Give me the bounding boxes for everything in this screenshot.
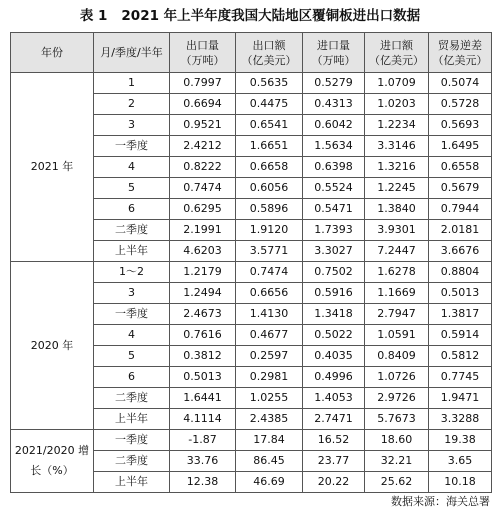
- cell-trade-deficit: 19.38: [429, 430, 492, 451]
- cell-export-value: 0.6056: [236, 178, 303, 199]
- cell-import-volume: 0.6042: [303, 115, 365, 136]
- cell-export-volume: 1.6441: [170, 388, 236, 409]
- cell-trade-deficit: 0.5693: [429, 115, 492, 136]
- cell-export-volume: 0.7997: [170, 73, 236, 94]
- cell-trade-deficit: 10.18: [429, 472, 492, 493]
- cell-import-value: 1.6278: [365, 262, 429, 283]
- cell-import-volume: 0.4313: [303, 94, 365, 115]
- cell-export-value: 0.7474: [236, 262, 303, 283]
- cell-import-volume: 16.52: [303, 430, 365, 451]
- cell-export-value: 0.2981: [236, 367, 303, 388]
- cell-export-value: 46.69: [236, 472, 303, 493]
- year-section-label: 2021 年: [11, 73, 94, 262]
- cell-export-volume: 0.9521: [170, 115, 236, 136]
- cell-import-value: 3.9301: [365, 220, 429, 241]
- cell-import-value: 5.7673: [365, 409, 429, 430]
- cell-import-value: 2.9726: [365, 388, 429, 409]
- cell-export-volume: 0.8222: [170, 157, 236, 178]
- cell-import-volume: 0.5916: [303, 283, 365, 304]
- cell-period: 5: [94, 178, 170, 199]
- cell-export-volume: 1.2494: [170, 283, 236, 304]
- cell-import-volume: 0.4996: [303, 367, 365, 388]
- cell-export-value: 0.2597: [236, 346, 303, 367]
- cell-import-volume: 1.4053: [303, 388, 365, 409]
- cell-import-value: 1.3840: [365, 199, 429, 220]
- cell-import-volume: 0.5022: [303, 325, 365, 346]
- cell-export-volume: 33.76: [170, 451, 236, 472]
- cell-import-value: 1.0203: [365, 94, 429, 115]
- cell-import-value: 1.0726: [365, 367, 429, 388]
- cell-period: 一季度: [94, 304, 170, 325]
- cell-export-value: 86.45: [236, 451, 303, 472]
- cell-import-value: 1.0709: [365, 73, 429, 94]
- cell-trade-deficit: 0.5914: [429, 325, 492, 346]
- cell-export-value: 0.6541: [236, 115, 303, 136]
- cell-export-value: 0.5896: [236, 199, 303, 220]
- cell-export-volume: 0.7616: [170, 325, 236, 346]
- cell-period: 6: [94, 367, 170, 388]
- cell-export-volume: 0.3812: [170, 346, 236, 367]
- cell-trade-deficit: 1.6495: [429, 136, 492, 157]
- cell-export-value: 1.6651: [236, 136, 303, 157]
- cell-import-value: 1.2234: [365, 115, 429, 136]
- year-section-label: 2020 年: [11, 262, 94, 430]
- cell-export-volume: 4.1114: [170, 409, 236, 430]
- header-period: 月/季度/半年: [94, 33, 170, 73]
- cell-import-volume: 0.5279: [303, 73, 365, 94]
- cell-export-volume: 0.6694: [170, 94, 236, 115]
- cell-export-value: 0.6658: [236, 157, 303, 178]
- year-section-label: 2021/2020 增长（%）: [11, 430, 94, 493]
- cell-period: 上半年: [94, 241, 170, 262]
- trade-data-table: [10, 32, 492, 493]
- cell-import-volume: 2.7471: [303, 409, 365, 430]
- cell-export-volume: 0.6295: [170, 199, 236, 220]
- cell-export-value: 1.4130: [236, 304, 303, 325]
- table-title: [0, 6, 500, 26]
- cell-export-volume: 0.7474: [170, 178, 236, 199]
- cell-trade-deficit: 0.6558: [429, 157, 492, 178]
- cell-export-volume: 4.6203: [170, 241, 236, 262]
- cell-period: 上半年: [94, 409, 170, 430]
- cell-export-value: 0.6656: [236, 283, 303, 304]
- table-number: 表 1: [79, 8, 108, 24]
- cell-export-value: 1.9120: [236, 220, 303, 241]
- cell-period: 二季度: [94, 220, 170, 241]
- cell-period: 3: [94, 115, 170, 136]
- cell-export-value: 3.5771: [236, 241, 303, 262]
- data-source-note: 数据来源：海关总署: [391, 495, 490, 508]
- cell-import-value: 2.7947: [365, 304, 429, 325]
- cell-import-volume: 1.3418: [303, 304, 365, 325]
- cell-export-volume: 2.4212: [170, 136, 236, 157]
- cell-period: 6: [94, 199, 170, 220]
- header-export-volume: 出口量 （万吨）: [170, 33, 236, 73]
- cell-import-value: 25.62: [365, 472, 429, 493]
- cell-trade-deficit: 1.3817: [429, 304, 492, 325]
- cell-period: 5: [94, 346, 170, 367]
- cell-period: 1～2: [94, 262, 170, 283]
- cell-import-value: 7.2447: [365, 241, 429, 262]
- cell-trade-deficit: 0.5013: [429, 283, 492, 304]
- cell-import-volume: 0.7502: [303, 262, 365, 283]
- cell-export-volume: 2.4673: [170, 304, 236, 325]
- cell-export-value: 2.4385: [236, 409, 303, 430]
- cell-trade-deficit: 3.3288: [429, 409, 492, 430]
- cell-trade-deficit: 1.9471: [429, 388, 492, 409]
- cell-period: 1: [94, 73, 170, 94]
- cell-period: 二季度: [94, 388, 170, 409]
- cell-period: 4: [94, 325, 170, 346]
- header-import-value: 进口额 （亿美元）: [365, 33, 429, 73]
- table-row: [11, 262, 492, 283]
- cell-import-value: 1.0591: [365, 325, 429, 346]
- cell-import-volume: 23.77: [303, 451, 365, 472]
- cell-import-volume: 3.3027: [303, 241, 365, 262]
- cell-trade-deficit: 0.5728: [429, 94, 492, 115]
- table-row: [11, 73, 492, 94]
- cell-export-value: 0.4475: [236, 94, 303, 115]
- cell-trade-deficit: 0.7944: [429, 199, 492, 220]
- cell-export-volume: 2.1991: [170, 220, 236, 241]
- cell-import-volume: 0.5524: [303, 178, 365, 199]
- cell-trade-deficit: 0.7745: [429, 367, 492, 388]
- header-trade-deficit: 贸易逆差 （亿美元）: [429, 33, 492, 73]
- cell-import-volume: 0.6398: [303, 157, 365, 178]
- cell-trade-deficit: 3.65: [429, 451, 492, 472]
- cell-import-volume: 1.5634: [303, 136, 365, 157]
- cell-import-value: 1.3216: [365, 157, 429, 178]
- table-row: [11, 430, 492, 451]
- cell-import-volume: 0.4035: [303, 346, 365, 367]
- cell-export-value: 0.4677: [236, 325, 303, 346]
- cell-export-value: 17.84: [236, 430, 303, 451]
- cell-import-value: 0.8409: [365, 346, 429, 367]
- cell-import-value: 1.2245: [365, 178, 429, 199]
- table-caption: 2021 年上半年度我国大陆地区覆铜板进出口数据: [121, 8, 421, 24]
- cell-trade-deficit: 0.5074: [429, 73, 492, 94]
- cell-trade-deficit: 2.0181: [429, 220, 492, 241]
- cell-import-value: 32.21: [365, 451, 429, 472]
- cell-export-value: 1.0255: [236, 388, 303, 409]
- cell-export-volume: 12.38: [170, 472, 236, 493]
- header-year: 年份: [11, 33, 94, 73]
- cell-export-value: 0.5635: [236, 73, 303, 94]
- header-row: [11, 33, 492, 73]
- header-import-volume: 进口量 （万吨）: [303, 33, 365, 73]
- cell-period: 一季度: [94, 430, 170, 451]
- cell-period: 一季度: [94, 136, 170, 157]
- cell-trade-deficit: 0.5679: [429, 178, 492, 199]
- cell-period: 3: [94, 283, 170, 304]
- cell-import-value: 18.60: [365, 430, 429, 451]
- cell-export-volume: 1.2179: [170, 262, 236, 283]
- cell-import-volume: 1.7393: [303, 220, 365, 241]
- cell-period: 上半年: [94, 472, 170, 493]
- cell-export-volume: -1.87: [170, 430, 236, 451]
- cell-period: 二季度: [94, 451, 170, 472]
- cell-import-volume: 20.22: [303, 472, 365, 493]
- cell-export-volume: 0.5013: [170, 367, 236, 388]
- cell-period: 2: [94, 94, 170, 115]
- cell-import-value: 3.3146: [365, 136, 429, 157]
- cell-trade-deficit: 0.5812: [429, 346, 492, 367]
- cell-import-volume: 0.5471: [303, 199, 365, 220]
- cell-trade-deficit: 0.8804: [429, 262, 492, 283]
- cell-period: 4: [94, 157, 170, 178]
- header-export-value: 出口额 （亿美元）: [236, 33, 303, 73]
- cell-trade-deficit: 3.6676: [429, 241, 492, 262]
- cell-import-value: 1.1669: [365, 283, 429, 304]
